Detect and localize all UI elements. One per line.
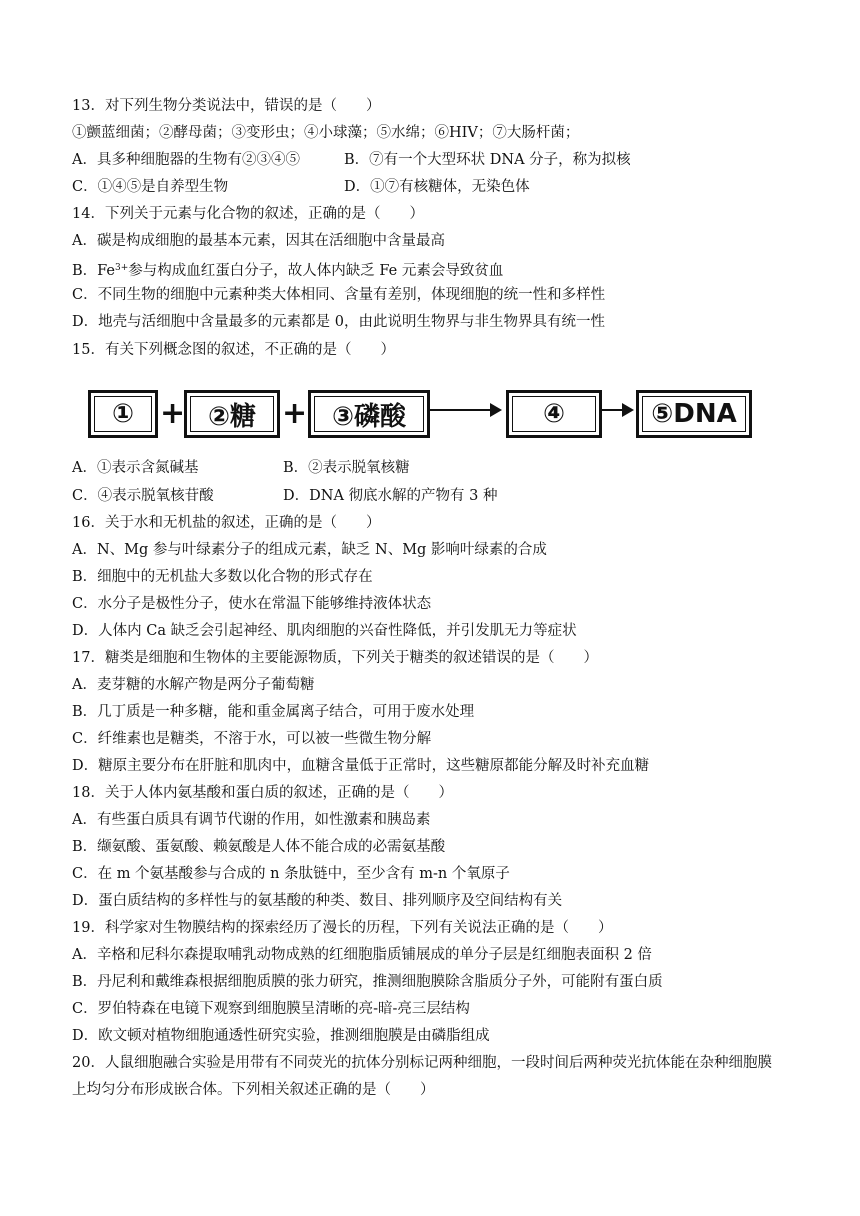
q15-option-c: C．④表示脱氧核苷酸 [72,488,214,504]
q18-option-d: D．蛋白质结构的多样性与的氨基酸的种类、数目、排列顺序及空间结构有关 [72,893,563,909]
q14-option-b-text: 参与构成血红蛋白分子，故人体内缺乏 Fe 元素会导致贫血 [128,263,504,279]
q18-option-c: C．在 m 个氨基酸参与合成的 n 条肽链中，至少含有 m-n 个氧原子 [72,866,510,882]
q13-option-a: A．具多种细胞器的生物有②③④⑤ [72,152,300,168]
q17-option-d: D．糖原主要分布在肝脏和肌肉中，血糖含量低于正常时，这些糖原都能分解及时补充血糖 [72,758,650,774]
q15-option-b: B．②表示脱氧核糖 [283,460,410,476]
q20-stem-line-2: 上均匀分布形成嵌合体。下列相关叙述正确的是（ ） [72,1082,435,1098]
q19-stem: 19．科学家对生物膜结构的探索经历了漫长的历程，下列有关说法正确的是（ ） [72,920,613,936]
concept-box-3: ③磷酸 [308,390,430,438]
q18-option-b: B．缬氨酸、蛋氨酸、赖氨酸是人体不能合成的必需氨基酸 [72,839,446,855]
q19-option-a: A．辛格和尼科尔森提取哺乳动物成熟的红细胞脂质铺展成的单分子层是红细胞表面积 2 倍 [72,947,652,963]
q19-option-d: D．欧文顿对植物细胞通透性研究实验，推测细胞膜是由磷脂组成 [72,1028,490,1044]
concept-box-1: ① [88,390,158,438]
concept-diagram [88,384,748,444]
q19-option-c: C．罗伯特森在电镜下观察到细胞膜呈清晰的亮-暗-亮三层结构 [72,1001,470,1017]
q14-option-b [72,258,503,281]
q17-option-c: C．纤维素也是糖类，不溶于水，可以被一些微生物分解 [72,731,432,747]
plus-sign-1: + [160,396,186,431]
q17-option-b: B．几丁质是一种多糖，能和重金属离子结合，可用于废水处理 [72,704,475,720]
q16-option-d: D．人体内 Ca 缺乏会引起神经、肌肉细胞的兴奋性降低，并引发肌无力等症状 [72,623,577,639]
q14-option-b-superscript: 3+ [115,263,129,273]
q17-stem: 17．糖类是细胞和生物体的主要能源物质，下列关于糖类的叙述错误的是（ ） [72,650,598,666]
q16-option-c: C．水分子是极性分子，使水在常温下能够维持液体状态 [72,596,432,612]
arrow-2 [602,409,632,411]
q14-option-d: D．地壳与活细胞中含量最多的元素都是 0，由此说明生物界与非生物界具有统一性 [72,314,605,330]
q15-option-d: D．DNA 彻底水解的产物有 3 种 [283,488,498,504]
concept-box-5: ⑤DNA [636,390,752,438]
q17-option-a: A．麦芽糖的水解产物是两分子葡萄糖 [72,677,315,693]
q13-stem: 13．对下列生物分类说法中，错误的是（ ） [72,98,381,114]
q15-stem: 15．有关下列概念图的叙述，不正确的是（ ） [72,342,395,358]
q14-option-c: C．不同生物的细胞中元素种类大体相同、含量有差别，体现细胞的统一性和多样性 [72,287,606,303]
plus-sign-2: + [282,396,308,431]
arrow-1 [430,409,500,411]
q18-stem: 18．关于人体内氨基酸和蛋白质的叙述，正确的是（ ） [72,785,453,801]
q19-option-b: B．丹尼利和戴维森根据细胞质膜的张力研究，推测细胞膜除含脂质分子外，可能附有蛋白质 [72,974,663,990]
q16-option-a: A．N、Mg 参与叶绿素分子的组成元素，缺乏 N、Mg 影响叶绿素的合成 [72,542,547,558]
q13-option-b: B．⑦有一个大型环状 DNA 分子，称为拟核 [344,152,631,168]
concept-box-4: ④ [506,390,602,438]
concept-box-2: ②糖 [184,390,280,438]
q15-option-a: A．①表示含氮碱基 [72,460,199,476]
q16-option-b: B．细胞中的无机盐大多数以化合物的形式存在 [72,569,373,585]
q14-option-a: A．碳是构成细胞的最基本元素，因其在活细胞中含量最高 [72,233,445,249]
q13-option-d: D．①⑦有核糖体，无染色体 [344,179,530,195]
q16-stem: 16．关于水和无机盐的叙述，正确的是（ ） [72,515,381,531]
q14-stem: 14．下列关于元素与化合物的叙述，正确的是（ ） [72,206,424,222]
q18-option-a: A．有些蛋白质具有调节代谢的作用，如性激素和胰岛素 [72,812,431,828]
q13-option-c: C．①④⑤是自养型生物 [72,179,229,195]
q14-option-b-prefix: B．Fe [72,263,116,279]
q20-stem-line-1: 20．人鼠细胞融合实验是用带有不同荧光的抗体分别标记两种细胞，一段时间后两种荧光抗体能在杂种细胞膜 [72,1055,772,1071]
q13-organism-list: ①颤蓝细菌；②酵母菌；③变形虫；④小球藻；⑤水绵；⑥HIV；⑦大肠杆菌； [72,125,580,141]
